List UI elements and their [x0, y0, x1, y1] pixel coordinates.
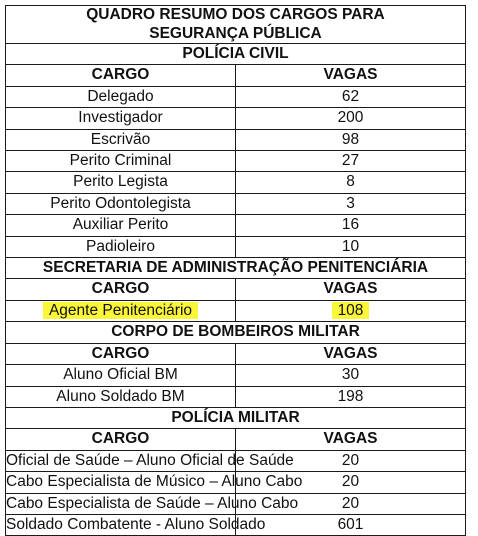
table-row — [6, 86, 466, 107]
vagas-cell: 10 — [236, 236, 466, 257]
column-header-row — [6, 343, 466, 364]
table-title — [6, 6, 466, 44]
section-header-row — [6, 407, 466, 428]
cargo-cell: Auxiliar Perito — [6, 215, 236, 236]
table-row — [6, 493, 466, 514]
cargo-cell: Perito Criminal — [6, 151, 236, 172]
cargo-cell: Perito Legista — [6, 172, 236, 193]
cargo-cell: Oficial de Saúde – Aluno Oficial de Saúde — [6, 450, 236, 471]
section-header-row — [6, 44, 466, 65]
summary-sheet — [5, 5, 466, 536]
vagas-cell: 16 — [236, 215, 466, 236]
table-row — [6, 172, 466, 193]
column-header-vagas: VAGAS — [236, 429, 466, 450]
vagas-cell: 601 — [236, 514, 466, 535]
table-row — [6, 108, 466, 129]
vagas-cell: 27 — [236, 151, 466, 172]
section-title-policia-civil: POLÍCIA CIVIL — [6, 44, 466, 65]
highlighted-cargo: Agente Penitenciário — [43, 302, 198, 319]
column-header-vagas: VAGAS — [236, 279, 466, 300]
vagas-cell: 8 — [236, 172, 466, 193]
column-header-cargo: CARGO — [6, 343, 236, 364]
section-header-row — [6, 258, 466, 279]
column-header-row — [6, 279, 466, 300]
highlighted-vagas: 108 — [332, 302, 370, 319]
column-header-vagas: VAGAS — [236, 343, 466, 364]
column-header-cargo: CARGO — [6, 65, 236, 86]
table-row — [6, 472, 466, 493]
column-header-vagas: VAGAS — [236, 65, 466, 86]
cargo-cell: Aluno Soldado BM — [6, 386, 236, 407]
table-row — [6, 193, 466, 214]
vagas-cell: 20 — [236, 450, 466, 471]
table-row — [6, 365, 466, 386]
section-title-secretaria-penitenciaria: SECRETARIA DE ADMINISTRAÇÃO PENITENCIÁRIA — [6, 258, 466, 279]
cargo-cell: Padioleiro — [6, 236, 236, 257]
table-title-row — [6, 6, 466, 44]
column-header-cargo: CARGO — [6, 429, 236, 450]
cargo-cell — [6, 300, 236, 321]
table-row — [6, 151, 466, 172]
table-row — [6, 386, 466, 407]
table-row — [6, 450, 466, 471]
table-row — [6, 129, 466, 150]
column-header-row — [6, 65, 466, 86]
vagas-cell: 30 — [236, 365, 466, 386]
section-title-policia-militar: POLÍCIA MILITAR — [6, 407, 466, 428]
table-title-line2: SEGURANÇA PÚBLICA — [149, 24, 322, 42]
table-row — [6, 215, 466, 236]
cargo-cell: Soldado Combatente - Aluno Soldado — [6, 514, 236, 535]
table-row-highlighted — [6, 300, 466, 321]
vagas-cell: 20 — [236, 472, 466, 493]
vagas-cell — [236, 300, 466, 321]
vagas-cell: 98 — [236, 129, 466, 150]
summary-table — [5, 5, 466, 536]
cargo-cell: Escrivão — [6, 129, 236, 150]
vagas-cell: 200 — [236, 108, 466, 129]
vagas-cell: 198 — [236, 386, 466, 407]
table-row — [6, 514, 466, 535]
vagas-cell: 20 — [236, 493, 466, 514]
cargo-cell: Cabo Especialista de Saúde – Aluno Cabo — [6, 493, 236, 514]
cargo-cell: Cabo Especialista de Músico – Aluno Cabo — [6, 472, 236, 493]
cargo-cell: Aluno Oficial BM — [6, 365, 236, 386]
section-title-bombeiros: CORPO DE BOMBEIROS MILITAR — [6, 322, 466, 343]
column-header-cargo: CARGO — [6, 279, 236, 300]
table-row — [6, 236, 466, 257]
vagas-cell: 62 — [236, 86, 466, 107]
column-header-row — [6, 429, 466, 450]
cargo-cell: Perito Odontolegista — [6, 193, 236, 214]
vagas-cell: 3 — [236, 193, 466, 214]
section-header-row — [6, 322, 466, 343]
cargo-cell: Investigador — [6, 108, 236, 129]
table-title-line1: QUADRO RESUMO DOS CARGOS PARA — [86, 6, 385, 23]
cargo-cell: Delegado — [6, 86, 236, 107]
